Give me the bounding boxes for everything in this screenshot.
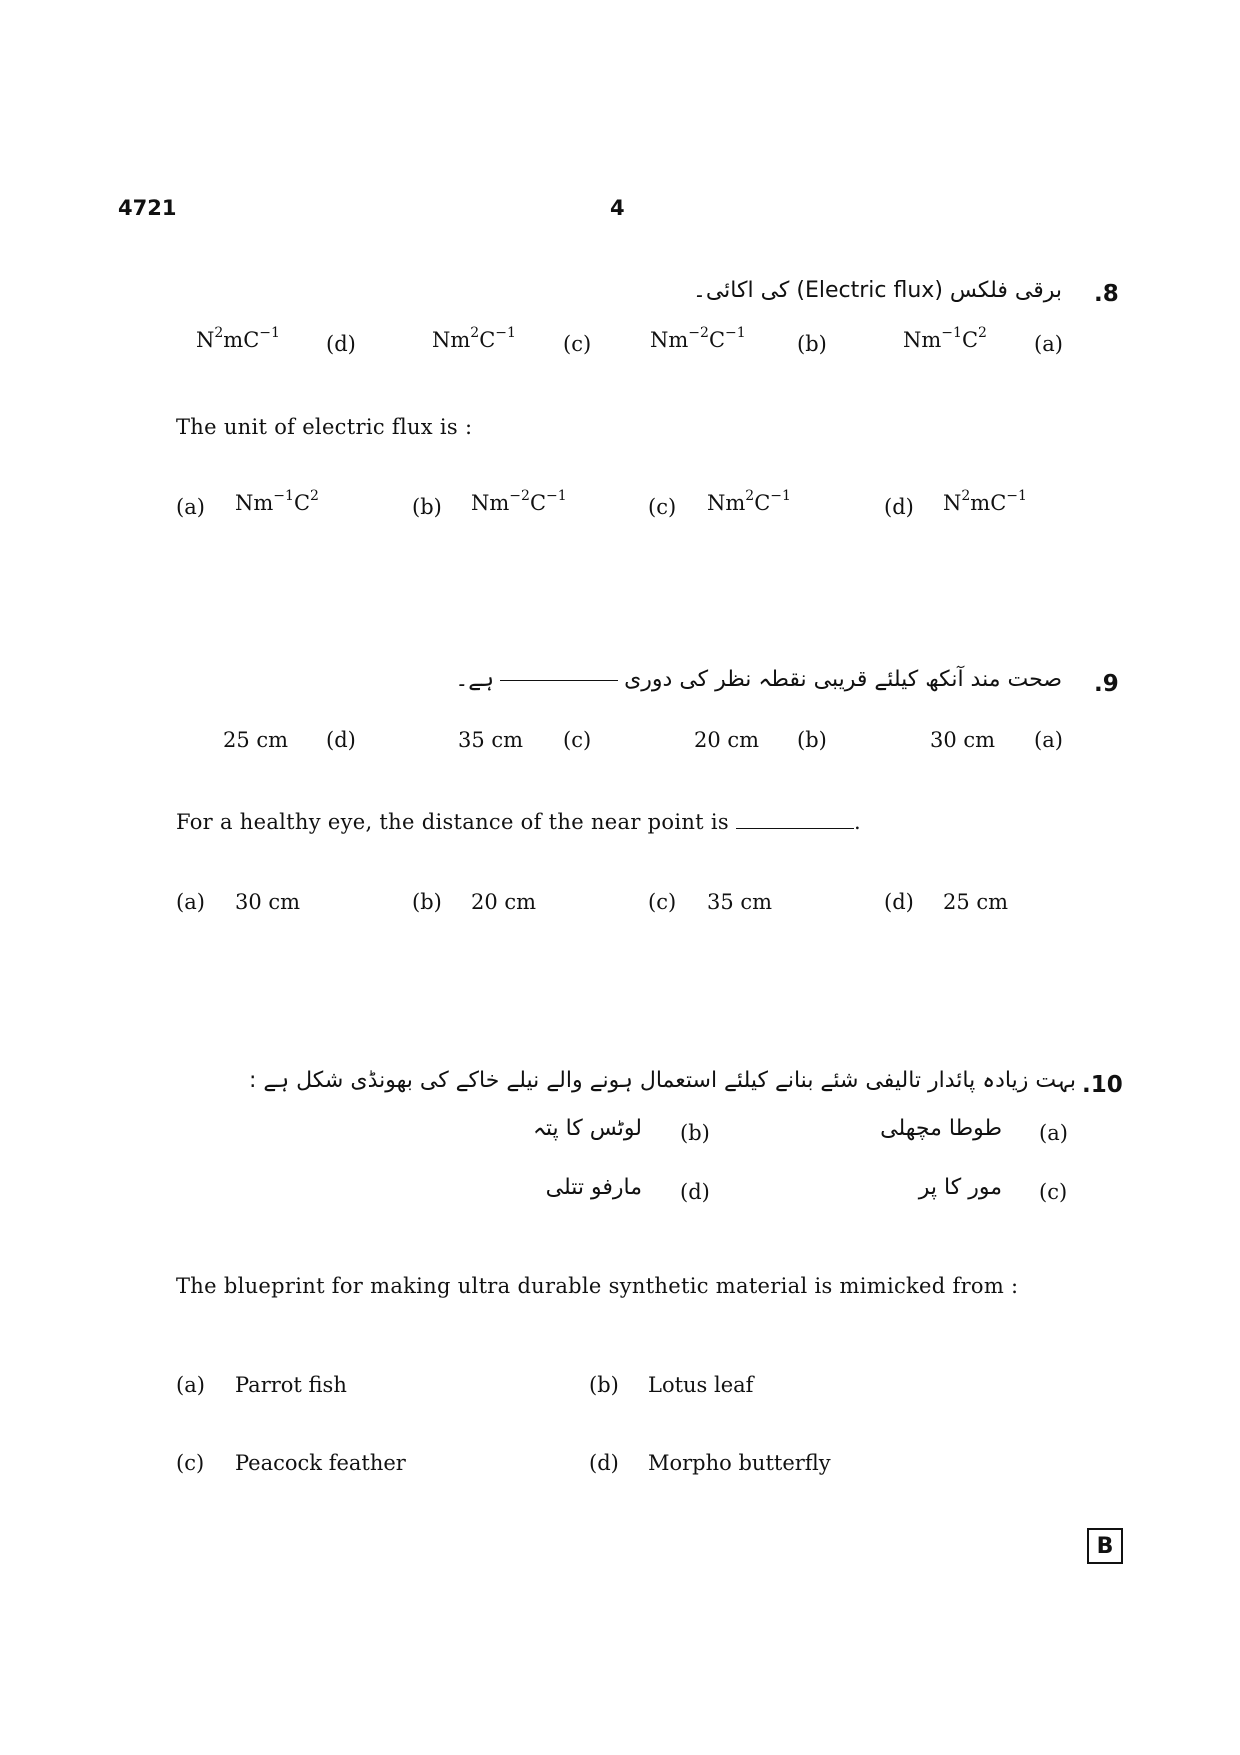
q8-number: .8: [1094, 281, 1119, 307]
q9-urdu-text: [455, 667, 1062, 692]
q10-number: .10: [1082, 1072, 1123, 1098]
q9-english-text-end: .: [853, 810, 861, 834]
q9-urdu-option-a-label: (a): [1034, 728, 1063, 752]
q10-option-b-label: (b): [589, 1373, 619, 1397]
q8-option-b-label: (b): [412, 495, 442, 519]
q10-option-d-label: (d): [589, 1451, 619, 1475]
q9-option-b-value: 20 cm: [471, 890, 537, 914]
q9-option-c-label: (c): [648, 890, 677, 914]
q9-urdu-option-d-value: 25 cm: [223, 728, 289, 752]
q8-option-a-value: $Nm^{-1}C^2$: [235, 488, 319, 515]
q10-option-a-label: (a): [176, 1373, 205, 1397]
q10-urdu-option-c-label: (c): [1039, 1180, 1068, 1204]
q9-urdu-option-c-label: (c): [563, 728, 592, 752]
q9-urdu-option-d-label: (d): [326, 728, 356, 752]
q8-urdu-option-b-label: (b): [797, 332, 827, 356]
q8-option-c-label: (c): [648, 495, 677, 519]
q9-option-c-value: 35 cm: [707, 890, 773, 914]
q9-urdu-option-b-value: 20 cm: [694, 728, 760, 752]
q8-urdu-option-a-value: $Nm^{-1}C^2$: [903, 325, 987, 352]
q8-urdu-option-a-label: (a): [1034, 332, 1063, 356]
q8-urdu-text: برقی فلکس (Electric flux) کی اکائی۔: [692, 278, 1062, 303]
q9-english-text-main: For a healthy eye, the distance of the near point is: [176, 810, 729, 834]
q10-option-c-label: (c): [176, 1451, 205, 1475]
q9-urdu-text-start: صحت مند آنکھ کیلئے قریبی نقطہ نظر کی دوری: [624, 667, 1062, 692]
q8-option-a-label: (a): [176, 495, 205, 519]
q10-urdu-option-b-value: لوٹس کا پتہ: [532, 1116, 642, 1141]
q10-english-text: The blueprint for making ultra durable synthetic material is mimicked from :: [176, 1274, 1019, 1298]
q10-urdu-option-a-label: (a): [1039, 1121, 1068, 1145]
q10-urdu-option-d-value: مارفو تتلی: [545, 1175, 642, 1200]
q9-option-d-label: (d): [884, 890, 914, 914]
q10-urdu-option-c-value: مور کا پر: [918, 1175, 1002, 1200]
q10-urdu-text: بہت زیادہ پائدار تالیفی شئے بنانے کیلئے استعمال ہونے والے نیلے خاکے کی بھونڈی شکل ہے :: [248, 1068, 1076, 1093]
booklet-series-box: B: [1087, 1528, 1123, 1564]
q10-urdu-option-b-label: (b): [680, 1121, 710, 1145]
q10-urdu-option-a-value: طوطا مچھلی: [880, 1116, 1002, 1141]
q9-number: .9: [1094, 671, 1119, 697]
q8-english-text: The unit of electric flux is :: [176, 415, 473, 439]
q9-option-d-value: 25 cm: [943, 890, 1009, 914]
q8-urdu-option-d-label: (d): [326, 332, 356, 356]
q8-urdu-option-c-value: $Nm^2C^{-1}$: [432, 325, 516, 352]
q9-option-b-label: (b): [412, 890, 442, 914]
q9-urdu-option-b-label: (b): [797, 728, 827, 752]
q9-option-a-value: 30 cm: [235, 890, 301, 914]
q10-option-c-value: Peacock feather: [235, 1451, 406, 1475]
q9-option-a-label: (a): [176, 890, 205, 914]
q8-option-b-value: $Nm^{-2}C^{-1}$: [471, 488, 567, 515]
page-number: 4: [610, 196, 625, 220]
q8-urdu-option-d-value: $N^2mC^{-1}$: [196, 325, 280, 352]
q9-urdu-text-end: ہے۔: [455, 667, 495, 692]
q9-english-blank: [736, 828, 854, 829]
q10-urdu-option-d-label: (d): [680, 1180, 710, 1204]
q10-option-a-value: Parrot fish: [235, 1373, 347, 1397]
paper-code: 4721: [118, 196, 177, 220]
q8-urdu-option-c-label: (c): [563, 332, 592, 356]
q9-urdu-blank: [500, 680, 618, 681]
q10-option-d-value: Morpho butterfly: [648, 1451, 831, 1475]
q8-option-c-value: $Nm^2C^{-1}$: [707, 488, 791, 515]
q9-english-text: [176, 810, 861, 834]
q9-urdu-option-a-value: 30 cm: [930, 728, 996, 752]
q9-urdu-option-c-value: 35 cm: [458, 728, 524, 752]
q8-option-d-label: (d): [884, 495, 914, 519]
q8-urdu-option-b-value: $Nm^{-2}C^{-1}$: [650, 325, 746, 352]
q8-option-d-value: $N^2mC^{-1}$: [943, 488, 1027, 515]
q10-option-b-value: Lotus leaf: [648, 1373, 754, 1397]
